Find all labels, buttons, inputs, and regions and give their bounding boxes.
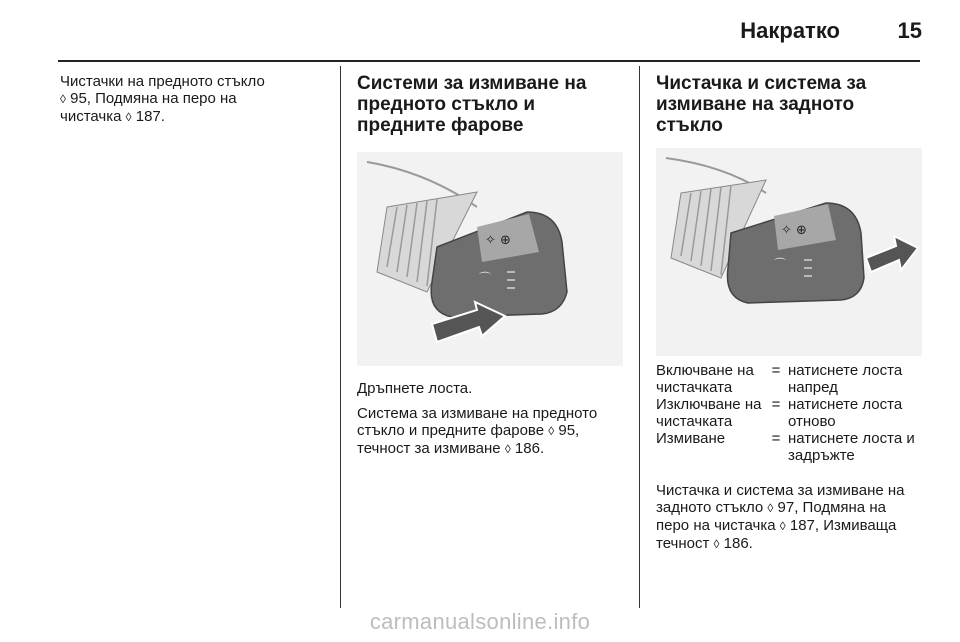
watermark: carmanualsonline.info [369,609,591,634]
page-ref: 187 [789,517,815,534]
col3-line4: течност [656,535,710,552]
svg-text:⌒: ⌒ [774,257,787,271]
col2-line1: Система за измиване на предното [357,405,598,422]
column-3 [656,73,924,553]
header-divider [58,60,920,62]
punctuation: . [748,535,753,552]
punctuation: , [575,422,580,439]
page-ref: 186 [514,440,540,457]
rear-wiper-lever-illustration [656,148,922,356]
page-number: 15 [897,18,922,43]
ref-arrow-icon: ◊ [548,424,555,438]
definition-equals: = [771,362,781,379]
col3-line3: перо на чистачка [656,517,776,534]
page-ref: 95 [558,422,576,439]
page-header-title: Накратко [740,18,840,43]
definition-term: Включване на чистачката [656,362,754,396]
page-ref: 97 [777,499,795,516]
column-divider-1 [340,66,341,608]
definition-term: Измиване [656,430,726,447]
col3-line3-end: , Измиваща [814,517,897,534]
svg-text:⌒: ⌒ [479,271,492,285]
ref-arrow-icon: ◊ [60,92,66,106]
definition-description: натиснете лоста отново [788,396,903,430]
ref-arrow-icon: ◊ [713,537,720,551]
ref-arrow-icon: ◊ [767,501,774,515]
col3-line2-end: , Подмяна на [794,499,886,516]
definition-row [656,396,924,430]
definition-row [656,430,924,464]
section-title-rear-wiper: Чистачка и система за измиване на задното стъкло [656,73,867,136]
definition-equals: = [771,430,781,447]
svg-text:✧ ⊕: ✧ ⊕ [485,233,511,248]
definition-description: натиснете лоста и задръжте [788,430,915,464]
column-1 [60,73,328,126]
col1-line2: , Подмяна на перо на [86,90,237,107]
col2-line3: течност за измиване [357,440,501,457]
col1-line3: чистачка [60,108,122,125]
page-ref: 187 [135,108,161,125]
col3-paragraph [656,482,924,553]
ref-arrow-icon: ◊ [125,110,132,124]
definition-equals: = [771,396,781,413]
ref-arrow-icon: ◊ [779,519,786,533]
definition-description: натиснете лоста напред [788,362,903,396]
col1-line1: Чистачки на предното стъкло [60,73,265,90]
punctuation: . [160,108,165,125]
page-ref: 186 [723,535,749,552]
column-divider-2 [639,66,640,608]
page-ref: 95 [70,90,87,107]
definition-row [656,362,924,396]
col3-line2: задното стъкло [656,499,764,516]
wiper-lever-illustration [357,152,623,366]
ref-arrow-icon: ◊ [504,442,511,456]
col2-instruction: Дръпнете лоста. [357,380,473,397]
col3-line1: Чистачка и система за измиване на [656,482,905,499]
punctuation: . [539,440,545,457]
svg-text:✧ ⊕: ✧ ⊕ [781,223,807,238]
definition-term: Изключване на чистачката [656,396,762,430]
col2-paragraph [357,405,625,458]
definition-list [656,362,924,464]
col1-paragraph [60,73,328,126]
section-title-front-washer: Системи за измиване на предното стъкло и предните фарове [357,73,587,136]
col2-line2: стъкло и предните фарове [357,422,545,439]
column-2 [357,73,625,458]
